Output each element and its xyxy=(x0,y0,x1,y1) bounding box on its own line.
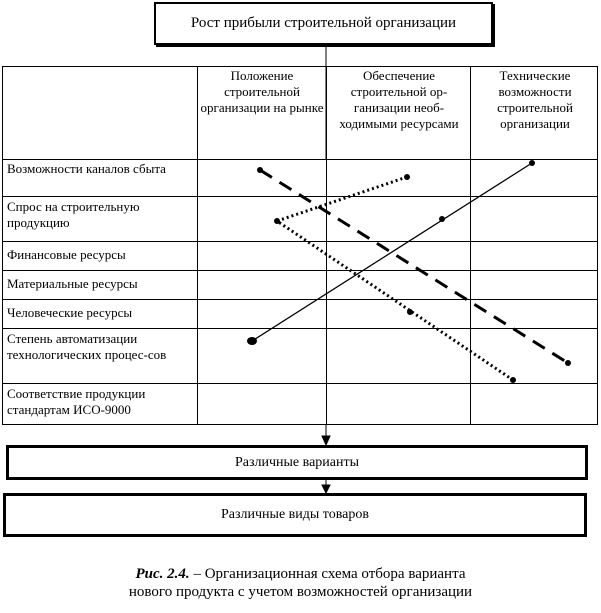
figure-caption xyxy=(0,565,601,601)
title-box xyxy=(154,2,493,45)
row-label-iso: Соответствие продукции стандартам ИСО-9000 xyxy=(7,386,146,417)
caption-text-1: Организационная схема отбора варианта xyxy=(204,566,466,582)
solid-path-marker-mid xyxy=(439,216,445,222)
column-header-technical: Технические возможности строительной организации xyxy=(497,68,573,131)
dotted-path-marker-2 xyxy=(274,218,280,224)
row-label-material: Материальные ресурсы xyxy=(7,276,138,291)
goods-text: Различные виды товаров xyxy=(221,507,369,522)
dashed-path-marker-start xyxy=(257,167,263,173)
caption-line-1 xyxy=(0,565,601,583)
column-header-market: Положение строительной организации на рынке xyxy=(200,68,324,115)
dotted-path-marker-4 xyxy=(510,377,516,383)
caption-figure-number: Рис. 2.4. xyxy=(135,566,190,582)
row-label-human: Человеческие ресурсы xyxy=(7,305,133,320)
row-label-demand: Спрос на строительную продукцию xyxy=(7,199,140,230)
variants-box xyxy=(6,445,588,480)
dotted-path xyxy=(277,177,513,380)
variants-text: Различные варианты xyxy=(234,454,360,470)
dashed-path-marker-end xyxy=(565,360,571,366)
solid-path-marker-start xyxy=(247,337,257,345)
row-label-financial: Финансовые ресурсы xyxy=(7,247,126,262)
row-label-automation: Степень автоматизации технологических процес-сов xyxy=(7,331,167,362)
dotted-path-marker-3 xyxy=(407,309,413,315)
goods-box xyxy=(3,493,587,537)
dotted-path-marker-1 xyxy=(404,174,410,180)
column-header-resources: Обеспечение строительной ор-ганизации необ-ходимыми ресурсами xyxy=(339,68,459,131)
row-label-sales-channels: Возможности каналов сбыта xyxy=(7,161,166,176)
title-text: Рост прибыли строительной организации xyxy=(190,15,457,31)
solid-path-marker-end xyxy=(529,160,535,166)
caption-dash: – xyxy=(189,566,205,582)
caption-line-2: нового продукта с учетом возможностей организации xyxy=(128,584,473,600)
